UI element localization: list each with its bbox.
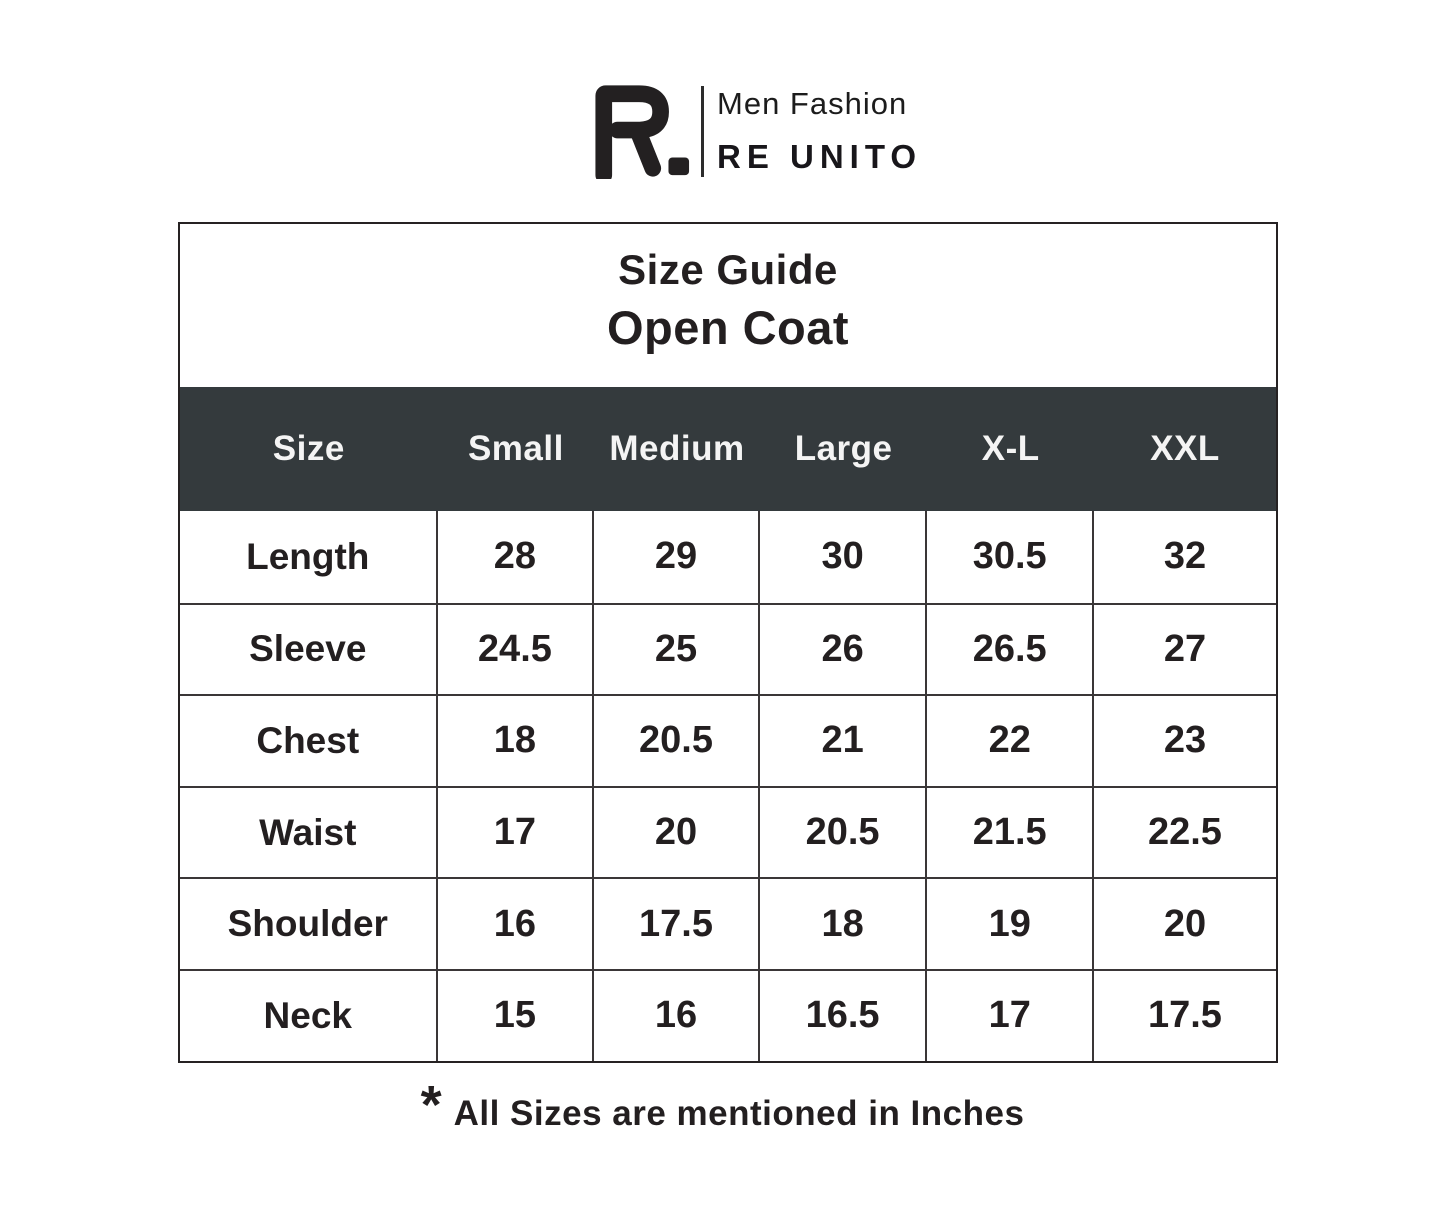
- column-header-size: Size: [272, 429, 345, 468]
- cell-sleeve-xxl: 27: [1094, 603, 1276, 695]
- cell-neck-x-l: 17: [927, 969, 1094, 1061]
- row-label-sleeve: Sleeve: [180, 603, 438, 695]
- cell-waist-x-l: 21.5: [927, 786, 1094, 878]
- footnote-asterisk: *: [420, 1075, 442, 1135]
- row-label-neck: Neck: [180, 969, 438, 1061]
- cell-chest-x-l: 22: [927, 694, 1094, 786]
- cell-sleeve-large: 26: [760, 603, 928, 695]
- cell-length-small: 28: [438, 511, 595, 603]
- title-size-guide: Size Guide: [618, 246, 838, 293]
- table-body: [180, 511, 1276, 1061]
- row-label-length: Length: [180, 511, 438, 603]
- row-label-waist: Waist: [180, 786, 438, 878]
- cell-length-x-l: 30.5: [927, 511, 1094, 603]
- row-label-shoulder: Shoulder: [180, 877, 438, 969]
- table-header-row: [180, 387, 1276, 511]
- cell-chest-large: 21: [760, 694, 928, 786]
- cell-shoulder-medium: 17.5: [594, 877, 759, 969]
- cell-chest-medium: 20.5: [594, 694, 759, 786]
- footnote: [0, 1075, 1445, 1135]
- cell-neck-large: 16.5: [760, 969, 928, 1061]
- cell-neck-medium: 16: [594, 969, 759, 1061]
- cell-neck-xxl: 17.5: [1094, 969, 1276, 1061]
- cell-neck-small: 15: [438, 969, 595, 1061]
- footnote-text: All Sizes are mentioned in Inches: [453, 1094, 1025, 1133]
- cell-shoulder-large: 18: [760, 877, 928, 969]
- logo-divider: [701, 86, 704, 177]
- cell-length-medium: 29: [594, 511, 759, 603]
- brand-logo: [592, 84, 922, 179]
- r-logo-icon: [592, 84, 692, 179]
- column-header-medium: Medium: [609, 429, 745, 468]
- cell-chest-small: 18: [438, 694, 595, 786]
- cell-sleeve-x-l: 26.5: [927, 603, 1094, 695]
- column-header-small: Small: [467, 429, 564, 468]
- logo-tagline: Men Fashion: [717, 86, 908, 121]
- table-title: [180, 224, 1276, 387]
- cell-chest-xxl: 23: [1094, 694, 1276, 786]
- cell-shoulder-small: 16: [438, 877, 595, 969]
- title-product-name: Open Coat: [606, 301, 850, 354]
- column-header-xxl: XXL: [1150, 429, 1220, 468]
- cell-shoulder-x-l: 19: [927, 877, 1094, 969]
- cell-waist-large: 20.5: [760, 786, 928, 878]
- cell-length-xxl: 32: [1163, 535, 1207, 578]
- cell-sleeve-small: 24.5: [438, 603, 595, 695]
- cell-shoulder-xxl: 20: [1094, 877, 1276, 969]
- cell-length-large: 30: [760, 511, 928, 603]
- cell-waist-medium: 20: [594, 786, 759, 878]
- column-header-large: Large: [794, 429, 893, 468]
- size-guide-table: [178, 222, 1278, 1063]
- cell-waist-xxl: 22.5: [1094, 786, 1276, 878]
- cell-sleeve-medium: 25: [594, 603, 759, 695]
- cell-waist-small: 17: [438, 786, 595, 878]
- row-label-chest: Chest: [180, 694, 438, 786]
- column-header-x-l: X-L: [981, 429, 1040, 468]
- logo-brand-name: RE UNITO: [717, 138, 923, 175]
